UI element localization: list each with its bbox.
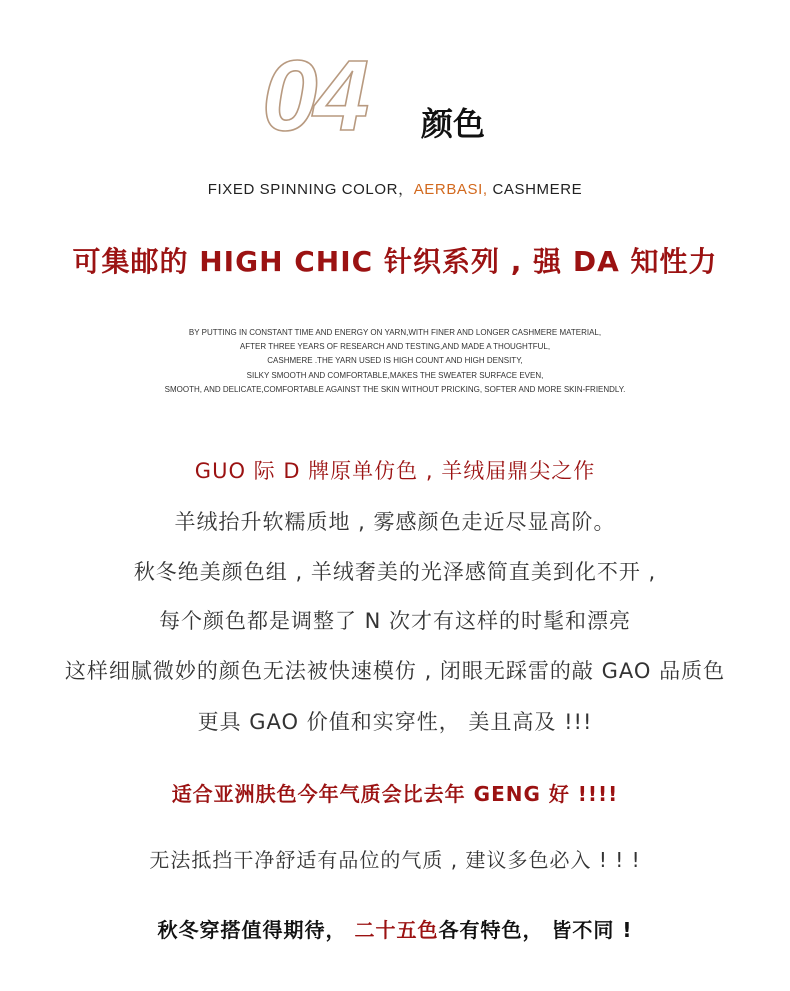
- english-line: AFTER THREE YEARS OF RESEARCH AND TESTING,AND MADE A THOUGHTFUL,: [239, 342, 551, 352]
- body-line: 羊绒抬升软糯质地 , 雾感颜色走近尽显高阶。: [174, 510, 616, 534]
- english-description: [0, 326, 790, 397]
- final-line-part1: 秋冬穿搭值得期待，: [157, 918, 355, 942]
- subtitle: [0, 178, 790, 199]
- body-line: 每个颜色都是调整了 N 次才有这样的时髦和漂亮: [158, 609, 632, 633]
- asia-highlight-line: 适合亚洲肤色今年气质会比去年 GENG 好 !!!!: [171, 782, 619, 806]
- english-line: SMOOTH, AND DELICATE,COMFORTABLE AGAINST THE SKIN WITHOUT PRICKING, SOFTER AND MORE SKIN-FRIENDLY.: [164, 384, 626, 394]
- final-line-highlight: 二十五色: [354, 918, 439, 942]
- headline: 可集邮的 HIGH CHIC 针织系列 , 强 DA 知性力: [72, 245, 718, 278]
- english-line: BY PUTTING IN CONSTANT TIME AND ENERGY ON YARN,WITH FINER AND LONGER CASHMERE MATERIAL,: [188, 328, 602, 337]
- body-line: 更具 GAO 价值和实穿性， 美且高及 !!!: [197, 710, 593, 734]
- section-title: 颜色: [421, 105, 486, 143]
- guo-line: GUO 际 D 牌原单仿色 , 羊绒届鼎尖之作: [194, 459, 596, 483]
- final-line-part2: 各有特色， 皆不同 !: [438, 918, 633, 942]
- subtitle-part1: FIXED SPINNING COLOR，: [207, 181, 414, 198]
- english-line: CASHMERE .THE YARN USED IS HIGH COUNT AND HIGH DENSITY,: [267, 356, 523, 366]
- english-line: SILKY SMOOTH AND COMFORTABLE,MAKES THE SWEATER SURFACE EVEN,: [246, 370, 544, 380]
- body-line: 秋冬绝美颜色组 , 羊绒奢美的光泽感简直美到化不开 ,: [133, 560, 657, 584]
- recommend-line: 无法抵挡干净舒适有品位的气质 , 建议多色必入 ! ! !: [149, 848, 641, 872]
- section-number: 04: [262, 40, 366, 152]
- final-line: [0, 914, 790, 943]
- subtitle-brand: AERBASI,: [413, 181, 488, 198]
- section-header: [0, 40, 790, 160]
- subtitle-part2: CASHMERE: [487, 181, 583, 198]
- body-line: 这样细腻微妙的颜色无法被快速模仿 , 闭眼无踩雷的敲 GAO 品质色: [64, 659, 726, 683]
